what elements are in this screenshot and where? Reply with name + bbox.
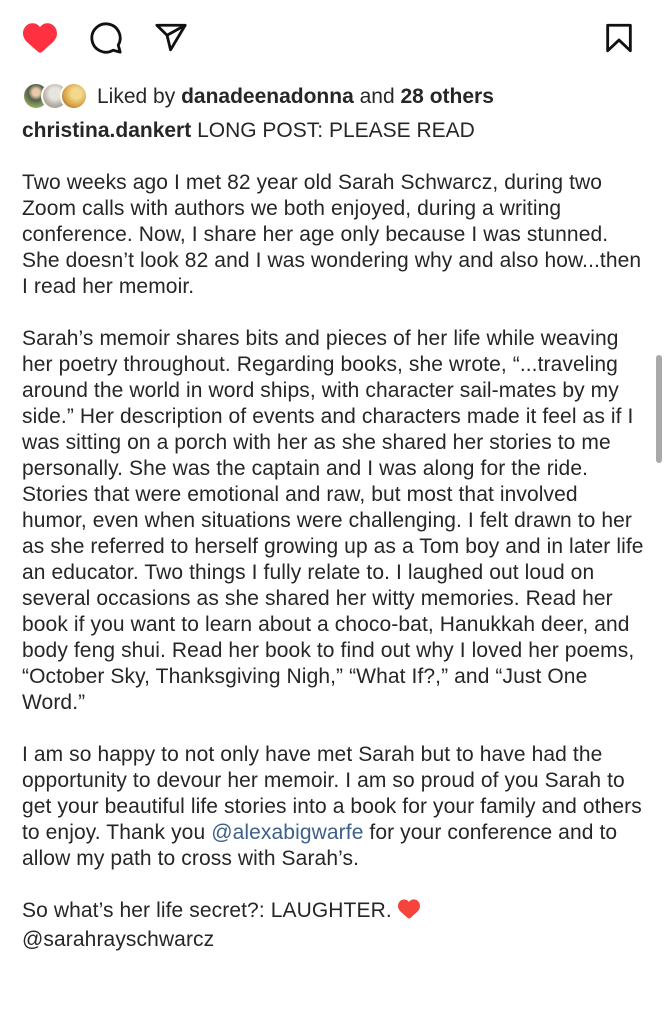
comment-button[interactable] [89, 21, 123, 55]
red-heart-emoji-icon [397, 898, 421, 927]
paragraph-3-text: I am so happy to not only have met Sarah but to have had the opportunity to devour her memoir. I am so proud of you Sarah to get your beautiful life stories into a book for your family and others to enjoy. Thank you [22, 743, 642, 844]
comment-bubble-icon [89, 21, 123, 55]
caption-paragraph-2: Sarah’s memoir shares bits and pieces of her life while weaving her poetry throughout. Regarding books, she wrote, “...traveling around the world in word ships, with character sail-mates by my side.” Her description of events and characters made it feel as if I was sitting on a porch with her as she shared her stories to me personally. She was the captain and I was along for the ride. Stories that were emotional and raw, but most that involved humor, even when situations were challenging. I felt drawn to her as she referred to herself growing up as a Tom boy and in later life an educator. Two things I fully relate to. I laughed out loud on several occasions as she shared her witty memories. Read her book if you want to learn about a choco-bat, Hanukkah deer, and body feng shui. Read her book to find out why I loved her poems, “October Sky, Thanksgiving Nigh,” “What If?,” and “Just One Word.” [22, 327, 644, 714]
likes-others-link[interactable]: 28 others [400, 84, 494, 108]
mention-link-sarahrayschwarcz[interactable]: @sarahrayschwarcz [22, 928, 215, 951]
liked-by-conjunction: and [359, 84, 395, 108]
mention-link-alexabigwarfe[interactable]: @alexabigwarfe [211, 821, 364, 844]
bookmark-icon [602, 21, 636, 55]
paper-plane-icon [154, 21, 188, 55]
like-button[interactable] [22, 21, 58, 55]
likes-summary-row[interactable] [0, 82, 666, 110]
liker-avatars [22, 82, 88, 110]
caption-paragraph-1: Two weeks ago I met 82 year old Sarah Schwarcz, during two Zoom calls with authors we both enjoyed, during a writing conference. Now, I share her age only because I was stunned. She doesn’t look 82 and I was wondering why and also how...then I read her memoir. [22, 171, 642, 298]
liked-by-text [97, 83, 494, 110]
share-button[interactable] [154, 21, 188, 55]
liker-username-link[interactable]: danadeenadonna [181, 84, 354, 108]
caption-paragraph-4 [22, 898, 644, 953]
heart-filled-icon [22, 21, 58, 55]
caption-body [0, 170, 666, 953]
liked-by-prefix: Liked by [97, 84, 176, 108]
scrollbar-thumb[interactable] [656, 355, 662, 463]
paragraph-4-line1: So what’s her life secret?: LAUGHTER. [22, 899, 392, 922]
post-action-bar [0, 0, 666, 55]
caption-headline: LONG POST: PLEASE READ [197, 119, 475, 142]
liker-avatar-3[interactable] [60, 82, 88, 110]
paragraph-3-text-after: for your conference and to allow my path to cross with Sarah’s. [22, 821, 618, 870]
caption-paragraph-3 [22, 742, 644, 872]
author-username-link[interactable]: christina.dankert [22, 119, 192, 142]
save-button[interactable] [602, 21, 636, 55]
caption-header-line [0, 117, 666, 144]
